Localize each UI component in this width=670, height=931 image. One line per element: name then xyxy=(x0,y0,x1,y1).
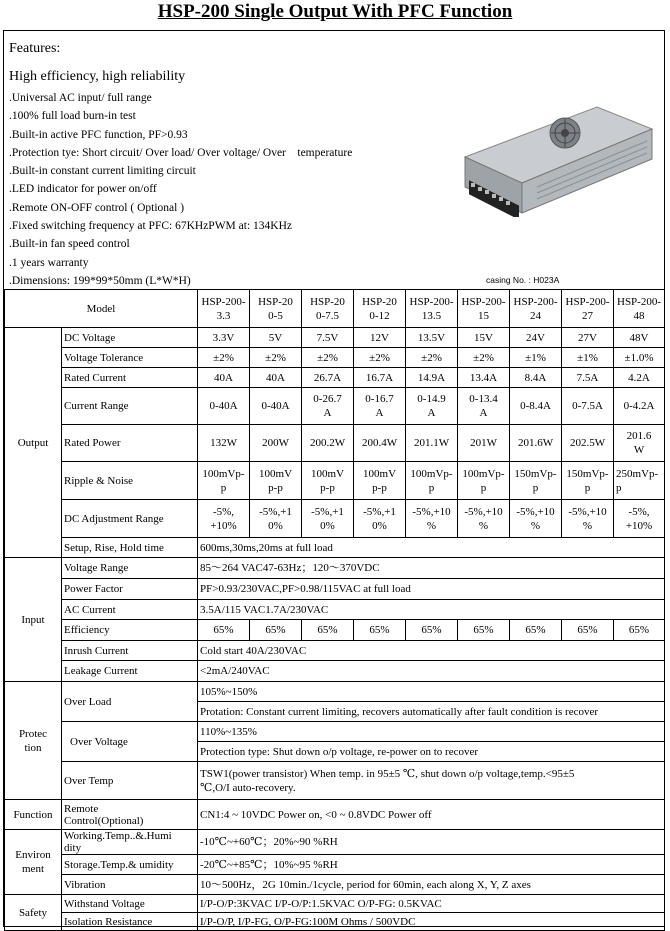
current-range-row xyxy=(5,388,665,425)
title-text: HSP-200 Single Output With PFC Function xyxy=(157,1,513,22)
model-cell: HSP-200- 48 xyxy=(614,290,665,328)
value-cell: -5%, +10% xyxy=(198,500,250,538)
model-cell: HSP-200- 15 xyxy=(458,290,510,328)
working-temp-row xyxy=(5,830,665,855)
row-label: Power Factor xyxy=(62,579,198,600)
model-cell: HSP-20 0-12 xyxy=(354,290,406,328)
model-cell: HSP-20 0-7.5 xyxy=(302,290,354,328)
over-load-row-a xyxy=(5,682,665,702)
value-cell: -20℃~+85℃；10%~95 %RH xyxy=(198,855,665,875)
features-section xyxy=(4,31,664,289)
features-subheading: High efficiency, high reliability xyxy=(9,69,186,84)
value-cell: 13.4A xyxy=(458,368,510,388)
value-cell: 8.4A xyxy=(510,368,562,388)
value-cell: 65% xyxy=(302,620,354,641)
storage-temp-row xyxy=(5,855,665,875)
value-cell: 40A xyxy=(198,368,250,388)
casing-number: casing No. : H023A xyxy=(486,275,560,285)
feature-item: .100% full load burn-in test xyxy=(9,110,136,123)
features-heading: Features: xyxy=(9,41,61,56)
value-cell: I/P-O/P:3KVAC I/P-O/P:1.5KVAC O/P-FG: 0.5KVAC xyxy=(198,895,665,913)
efficiency-row xyxy=(5,620,665,641)
value-cell: -5%,+1 0% xyxy=(302,500,354,538)
value-cell: 250mVp- p xyxy=(614,462,665,500)
voltage-range-row xyxy=(5,558,665,579)
value-cell: PF>0.93/230VAC,PF>0.98/115VAC at full load xyxy=(198,579,665,600)
row-label: Voltage Tolerance xyxy=(62,348,198,368)
value-cell: 27V xyxy=(562,328,614,348)
feature-item: .1 years warranty xyxy=(9,256,89,269)
value-cell: Protation: Constant current limiting, recovers automatically after fault condition is recover xyxy=(198,702,665,722)
value-cell: 12V xyxy=(354,328,406,348)
value-cell: 100mV p-p xyxy=(302,462,354,500)
value-cell: 65% xyxy=(510,620,562,641)
value-cell: -5%,+1 0% xyxy=(250,500,302,538)
value-cell: 100mVp- p xyxy=(198,462,250,500)
value-cell: 201.6 W xyxy=(614,425,665,462)
value-cell: 201W xyxy=(458,425,510,462)
value-cell: 100mVp- p xyxy=(406,462,458,500)
environment-group-label: Environ ment xyxy=(5,830,62,895)
value-cell: 13.5V xyxy=(406,328,458,348)
value-cell: 3.5A/115 VAC1.7A/230VAC xyxy=(198,600,665,620)
value-cell: -5%,+10 % xyxy=(510,500,562,538)
row-label: Working.Temp..&.Humi dity xyxy=(62,830,198,855)
value-cell: 10～500Hz，2G 10min./1cycle, period for 60min, each along X, Y, Z axes xyxy=(198,875,665,895)
remote-control-row xyxy=(5,800,665,830)
features-list xyxy=(9,89,352,290)
row-label: Over Load xyxy=(62,682,198,722)
input-group-label: Input xyxy=(5,558,62,682)
value-cell: ±1% xyxy=(510,348,562,368)
value-cell: 0-8.4A xyxy=(510,388,562,425)
spec-table xyxy=(4,289,665,931)
model-cell: HSP-20 0-5 xyxy=(250,290,302,328)
over-temp-row xyxy=(5,762,665,800)
value-cell: 201.1W xyxy=(406,425,458,462)
model-label: Model xyxy=(5,290,198,328)
value-cell: 85～264 VAC47-63Hz；120～370VDC xyxy=(198,558,665,579)
feature-item: .Built-in active PFC function, PF>0.93 xyxy=(9,128,188,141)
dc-voltage-row xyxy=(5,328,665,348)
row-label: Rated Current xyxy=(62,368,198,388)
page-title xyxy=(0,0,670,24)
value-cell: 105%~150% xyxy=(198,682,665,702)
value-cell: 7.5V xyxy=(302,328,354,348)
feature-item: .Remote ON-OFF control ( Optional ) xyxy=(9,201,185,214)
ripple-noise-row xyxy=(5,462,665,500)
model-cell: HSP-200- 27 xyxy=(562,290,614,328)
value-cell: 65% xyxy=(354,620,406,641)
value-cell: 65% xyxy=(562,620,614,641)
value-cell: -10℃~+60℃；20%~90 %RH xyxy=(198,830,665,855)
value-cell: ±2% xyxy=(406,348,458,368)
value-cell: ±2% xyxy=(354,348,406,368)
value-cell: 100mV p-p xyxy=(250,462,302,500)
value-cell: 14.9A xyxy=(406,368,458,388)
value-cell: 48V xyxy=(614,328,665,348)
value-cell: 150mVp- p xyxy=(510,462,562,500)
value-cell: ±2% xyxy=(198,348,250,368)
row-label: Inrush Current xyxy=(62,641,198,661)
value-cell: 4.2A xyxy=(614,368,665,388)
value-cell: 3.3V xyxy=(198,328,250,348)
value-cell: 65% xyxy=(406,620,458,641)
row-label: AC Current xyxy=(62,600,198,620)
protection-group-label: Protec tion xyxy=(5,682,62,800)
feature-item: .LED indicator for power on/off xyxy=(9,183,157,196)
value-cell: 132W xyxy=(198,425,250,462)
row-label: Remote Control(Optional) xyxy=(62,800,198,830)
value-cell: 65% xyxy=(250,620,302,641)
value-cell: 201.6W xyxy=(510,425,562,462)
value-cell: 65% xyxy=(614,620,665,641)
model-row xyxy=(5,290,665,328)
row-label: Voltage Range xyxy=(62,558,198,579)
row-label: Storage.Temp.& umidity xyxy=(62,855,198,875)
feature-item: .Built-in fan speed control xyxy=(9,238,130,251)
value-cell: 0-14.9 A xyxy=(406,388,458,425)
isolation-row xyxy=(5,913,665,931)
value-cell: 15V xyxy=(458,328,510,348)
value-cell: TSW1(power transistor) When temp. in 95±5 ℃, shut down o/p voltage,temp.<95±5 ℃,O/I auto-recovery. xyxy=(198,762,665,800)
spec-sheet xyxy=(3,30,665,927)
value-cell: 202.5W xyxy=(562,425,614,462)
value-cell: -5%,+1 0% xyxy=(354,500,406,538)
model-cell: HSP-200- 3.3 xyxy=(198,290,250,328)
value-cell: ±1.0% xyxy=(614,348,665,368)
value-cell: 16.7A xyxy=(354,368,406,388)
safety-group-label: Safety xyxy=(5,895,62,931)
feature-item: .Universal AC input/ full range xyxy=(9,92,152,104)
rated-power-row xyxy=(5,425,665,462)
row-label: Efficiency xyxy=(62,620,198,641)
power-supply-image xyxy=(447,87,657,217)
row-label: Isolation Resistance xyxy=(62,913,198,931)
output-group-label: Output xyxy=(5,328,62,558)
function-group-label: Function xyxy=(5,800,62,830)
voltage-tolerance-row xyxy=(5,348,665,368)
value-cell: 5V xyxy=(250,328,302,348)
power-factor-row xyxy=(5,579,665,600)
value-cell: ±2% xyxy=(458,348,510,368)
value-cell: 200.4W xyxy=(354,425,406,462)
dc-adjustment-row xyxy=(5,500,665,538)
feature-item: .Fixed switching frequency at PFC: 67KHzPWM at: 134KHz xyxy=(9,220,292,233)
value-cell: ±2% xyxy=(302,348,354,368)
value-cell: ±1% xyxy=(562,348,614,368)
value-cell: ±2% xyxy=(250,348,302,368)
value-cell: 200.2W xyxy=(302,425,354,462)
inrush-row xyxy=(5,641,665,661)
value-cell: 0-16.7 A xyxy=(354,388,406,425)
value-cell: 200W xyxy=(250,425,302,462)
withstand-row xyxy=(5,895,665,913)
value-cell: 65% xyxy=(458,620,510,641)
over-voltage-row-a xyxy=(5,722,665,742)
row-label: Over Voltage xyxy=(62,722,198,762)
rated-current-row xyxy=(5,368,665,388)
row-label: Withstand Voltage xyxy=(62,895,198,913)
value-cell: CN1:4 ~ 10VDC Power on, <0 ~ 0.8VDC Power off xyxy=(198,800,665,830)
value-cell: 65% xyxy=(198,620,250,641)
value-cell: 100mVp- p xyxy=(458,462,510,500)
value-cell: -5%, +10% xyxy=(614,500,665,538)
value-cell: 40A xyxy=(250,368,302,388)
value-cell: 0-13.4 A xyxy=(458,388,510,425)
leakage-row xyxy=(5,661,665,682)
row-label: Ripple & Noise xyxy=(62,462,198,500)
feature-item: .Built-in constant current limiting circuit xyxy=(9,165,196,178)
value-cell: 7.5A xyxy=(562,368,614,388)
feature-item: .Protection tye: Short circuit/ Over load/ Over voltage/ Over temperature xyxy=(9,146,353,159)
value-cell: 0-4.2A xyxy=(614,388,665,425)
setup-row xyxy=(5,538,665,558)
value-cell: Protection type: Shut down o/p voltage, re-power on to recover xyxy=(198,742,665,762)
value-cell: 0-7.5A xyxy=(562,388,614,425)
value-cell: Cold start 40A/230VAC xyxy=(198,641,665,661)
value-cell: 0-26.7 A xyxy=(302,388,354,425)
row-label: Over Temp xyxy=(62,762,198,800)
value-cell: 110%~135% xyxy=(198,722,665,742)
row-label: Leakage Current xyxy=(62,661,198,682)
value-cell: -5%,+10 % xyxy=(562,500,614,538)
value-cell: 150mVp- p xyxy=(562,462,614,500)
row-label: DC Voltage xyxy=(62,328,198,348)
feature-item: .Dimensions: 199*99*50mm (L*W*H) xyxy=(9,274,191,287)
value-cell: 26.7A xyxy=(302,368,354,388)
ac-current-row xyxy=(5,600,665,620)
vibration-row xyxy=(5,875,665,895)
model-cell: HSP-200- 24 xyxy=(510,290,562,328)
row-label: Setup, Rise, Hold time xyxy=(62,538,198,558)
row-label: Current Range xyxy=(62,388,198,425)
value-cell: -5%,+10 % xyxy=(406,500,458,538)
model-cell: HSP-200- 13.5 xyxy=(406,290,458,328)
value-cell: 100mV p-p xyxy=(354,462,406,500)
value-cell: 24V xyxy=(510,328,562,348)
row-label: Vibration xyxy=(62,875,198,895)
value-cell: <2mA/240VAC xyxy=(198,661,665,682)
row-label: Rated Power xyxy=(62,425,198,462)
value-cell: 0-40A xyxy=(250,388,302,425)
value-cell: I/P-O/P, I/P-FG, O/P-FG:100M Ohms / 500VDC xyxy=(198,913,665,931)
value-cell: 600ms,30ms,20ms at full load xyxy=(198,538,665,558)
value-cell: -5%,+10 % xyxy=(458,500,510,538)
row-label: DC Adjustment Range xyxy=(62,500,198,538)
value-cell: 0-40A xyxy=(198,388,250,425)
